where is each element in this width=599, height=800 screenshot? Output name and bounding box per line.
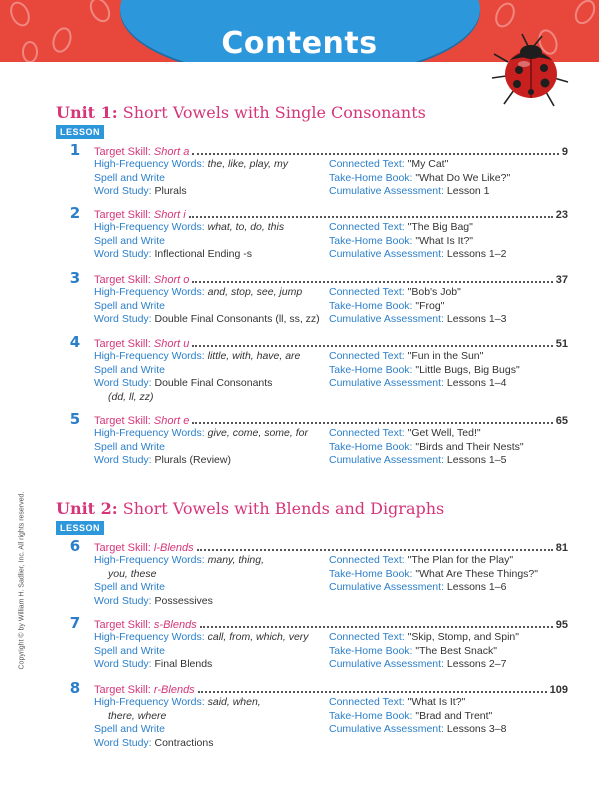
detail-line: [94, 696, 261, 710]
detail-line: [94, 300, 320, 314]
target-skill-focus: Short a: [153, 146, 190, 158]
lesson-details-right: [329, 286, 506, 327]
detail-value: many, thing,: [204, 554, 265, 566]
detail-line: [329, 350, 520, 364]
unit-heading: [56, 499, 444, 518]
detail-value: Plurals: [151, 185, 187, 198]
target-skill-focus: l-Blends: [153, 542, 194, 554]
lesson-details-right: [329, 350, 520, 391]
detail-line: [94, 723, 261, 737]
page-number: 9: [561, 146, 568, 158]
detail-value: Lessons 1–4: [443, 377, 507, 390]
detail-key: Spell and Write: [94, 440, 166, 453]
detail-key: High-Frequency Words:: [94, 350, 205, 362]
detail-line: [329, 300, 506, 314]
detail-value: "What Do We Like?": [412, 171, 511, 184]
unit-heading: [56, 103, 426, 122]
detail-value: "Little Bugs, Big Bugs": [412, 363, 520, 376]
page-number: 37: [555, 274, 568, 286]
detail-value: "The Plan for the Play": [404, 554, 514, 566]
lesson-details-left: [94, 696, 261, 750]
detail-key: Cumulative Assessment:: [329, 581, 444, 594]
detail-line: [94, 248, 284, 262]
detail-value: "My Cat": [404, 158, 449, 170]
detail-value: Lessons 1–3: [443, 313, 507, 326]
page-number: 51: [555, 338, 568, 350]
detail-line: [329, 313, 506, 327]
detail-key: Cumulative Assessment:: [329, 658, 444, 671]
detail-key: Take-Home Book:: [329, 234, 413, 247]
lesson-details-left: [94, 221, 284, 262]
lesson-tag: LESSON: [56, 521, 104, 535]
lesson-details-left: [94, 158, 288, 199]
detail-key: High-Frequency Words:: [94, 696, 205, 708]
detail-value: Lessons 2–7: [443, 658, 507, 671]
detail-value: "What Are These Things?": [412, 567, 539, 580]
detail-value: Lessons 1–2: [443, 248, 507, 261]
dot-leader: [192, 153, 558, 155]
target-skill-row[interactable]: [94, 617, 568, 631]
target-skill-row[interactable]: [94, 336, 568, 350]
detail-key: Connected Text:: [329, 221, 405, 233]
detail-line: [94, 377, 300, 391]
detail-line: [329, 710, 506, 724]
detail-key: High-Frequency Words:: [94, 554, 205, 566]
lesson-tag: LESSON: [56, 125, 104, 139]
detail-value: you, these: [108, 567, 157, 580]
lesson-details-right: [329, 554, 538, 595]
target-skill-label: Target Skill: Short a: [94, 146, 190, 158]
detail-key: Word Study:: [94, 454, 152, 467]
target-skill-focus: Short e: [153, 415, 190, 427]
lesson-details-right: [329, 221, 506, 262]
unit-label: Unit 1:: [56, 103, 118, 122]
detail-value: "The Big Bag": [404, 221, 473, 233]
detail-line: [94, 658, 309, 672]
target-skill-focus: Short i: [153, 209, 186, 221]
detail-value: Lessons 1–6: [443, 581, 507, 594]
detail-value: "What Is It?": [412, 234, 474, 247]
target-skill-focus: r-Blends: [153, 684, 195, 696]
target-skill-row[interactable]: [94, 682, 568, 696]
detail-line: [329, 377, 520, 391]
target-skill-focus: Short u: [153, 338, 190, 350]
detail-key: Take-Home Book:: [329, 171, 413, 184]
detail-key: Cumulative Assessment:: [329, 248, 444, 261]
detail-key: Spell and Write: [94, 723, 166, 736]
detail-line: [329, 696, 506, 710]
detail-line: [329, 286, 506, 300]
detail-line: [329, 568, 538, 582]
detail-key: Word Study:: [94, 736, 152, 749]
detail-value: Double Final Consonants: [151, 377, 273, 390]
detail-key: Take-Home Book:: [329, 644, 413, 657]
detail-line: [329, 172, 510, 186]
detail-key: High-Frequency Words:: [94, 427, 205, 439]
lesson-details-left: [94, 427, 308, 468]
target-skill-label: Target Skill: s-Blends: [94, 619, 197, 631]
detail-value: the, like, play, my: [204, 158, 288, 170]
detail-value: said, when,: [204, 696, 261, 708]
detail-line: [94, 454, 308, 468]
detail-line: [94, 581, 264, 595]
target-skill-label: Target Skill: l-Blends: [94, 542, 194, 554]
dot-leader: [192, 281, 552, 283]
detail-value: "Get Well, Ted!": [404, 427, 481, 439]
detail-key: Spell and Write: [94, 644, 166, 657]
detail-line: [94, 185, 288, 199]
detail-key: Take-Home Book:: [329, 363, 413, 376]
detail-value: Double Final Consonants (ll, ss, zz): [151, 313, 320, 326]
detail-key: Cumulative Assessment:: [329, 454, 444, 467]
detail-key: Word Study:: [94, 313, 152, 326]
detail-line: [329, 427, 524, 441]
detail-value: little, with, have, are: [204, 350, 301, 362]
detail-value: Lesson 1: [443, 185, 490, 198]
detail-line: [94, 391, 300, 405]
detail-line: [94, 441, 308, 455]
lesson-details-left: [94, 350, 300, 404]
page-number: 95: [555, 619, 568, 631]
detail-value: Plurals (Review): [151, 454, 231, 467]
detail-value: "Fun in the Sun": [404, 350, 484, 362]
detail-line: [329, 658, 519, 672]
page-title: Contents: [221, 26, 378, 61]
detail-value: Contractions: [151, 736, 214, 749]
detail-value: call, from, which, very: [204, 631, 309, 643]
detail-line: [94, 172, 288, 186]
target-skill-row[interactable]: [94, 272, 568, 286]
lesson-number: 7: [69, 614, 81, 632]
target-skill-label: Target Skill: Short u: [94, 338, 190, 350]
detail-key: Word Study:: [94, 377, 152, 390]
page-number: 23: [555, 209, 568, 221]
detail-key: High-Frequency Words:: [94, 631, 205, 643]
detail-key: Spell and Write: [94, 363, 166, 376]
detail-value: "The Best Snack": [412, 644, 497, 657]
detail-line: [94, 286, 320, 300]
page-number: 65: [555, 415, 568, 427]
lesson-details-left: [94, 286, 320, 327]
target-skill-label: Target Skill: r-Blends: [94, 684, 195, 696]
dot-leader: [192, 422, 552, 424]
target-skill-focus: Short o: [153, 274, 190, 286]
detail-key: Connected Text:: [329, 350, 405, 362]
lesson-number: 3: [69, 269, 81, 287]
detail-line: [329, 221, 506, 235]
page-number: 81: [555, 542, 568, 554]
detail-value: "What Is It?": [404, 696, 466, 708]
copyright-notice: Copyright © by William H. Sadlier, Inc. All rights reserved.: [18, 491, 26, 670]
detail-line: [94, 313, 320, 327]
lesson-details-right: [329, 427, 524, 468]
dot-leader: [200, 626, 553, 628]
detail-key: Cumulative Assessment:: [329, 723, 444, 736]
target-skill-label: Target Skill: Short e: [94, 415, 190, 427]
detail-value: give, come, some, for: [204, 427, 308, 439]
detail-value: Possessives: [151, 594, 213, 607]
detail-line: [94, 364, 300, 378]
detail-key: Take-Home Book:: [329, 299, 413, 312]
detail-line: [94, 554, 264, 568]
target-skill-label: Target Skill: Short o: [94, 274, 190, 286]
detail-line: [329, 645, 519, 659]
detail-key: Word Study:: [94, 248, 152, 261]
detail-line: [329, 185, 510, 199]
detail-value: and, stop, see, jump: [204, 286, 303, 298]
detail-key: High-Frequency Words:: [94, 286, 205, 298]
detail-line: [94, 427, 308, 441]
detail-key: Cumulative Assessment:: [329, 377, 444, 390]
dot-leader: [198, 691, 547, 693]
lesson-number: 8: [69, 679, 81, 697]
target-skill-row[interactable]: [94, 144, 568, 158]
detail-key: Take-Home Book:: [329, 440, 413, 453]
lesson-details-right: [329, 631, 519, 672]
detail-key: Connected Text:: [329, 427, 405, 439]
unit-name: Short Vowels with Single Consonants: [117, 103, 426, 122]
detail-line: [94, 710, 261, 724]
detail-line: [94, 221, 284, 235]
detail-value: "Skip, Stomp, and Spin": [404, 631, 519, 643]
detail-line: [329, 364, 520, 378]
detail-key: Spell and Write: [94, 234, 166, 247]
detail-value: "Brad and Trent": [412, 709, 493, 722]
detail-value: Lessons 1–5: [443, 454, 507, 467]
unit-name: Short Vowels with Blends and Digraphs: [117, 499, 445, 518]
detail-key: Word Study:: [94, 185, 152, 198]
detail-line: [329, 441, 524, 455]
lesson-number: 2: [69, 204, 81, 222]
detail-key: Spell and Write: [94, 581, 166, 594]
detail-key: Spell and Write: [94, 299, 166, 312]
unit-label: Unit 2:: [56, 499, 118, 518]
detail-key: Connected Text:: [329, 631, 405, 643]
detail-value: Inflectional Ending -s: [151, 248, 252, 261]
detail-value: there, where: [108, 709, 167, 722]
target-skill-focus: s-Blends: [153, 619, 197, 631]
target-skill-row[interactable]: [94, 540, 568, 554]
detail-key: High-Frequency Words:: [94, 221, 205, 233]
lesson-number: 1: [69, 141, 81, 159]
lesson-number: 4: [69, 333, 81, 351]
detail-value: Final Blends: [151, 658, 213, 671]
detail-key: Take-Home Book:: [329, 709, 413, 722]
detail-line: [94, 158, 288, 172]
detail-line: [329, 454, 524, 468]
lesson-details-right: [329, 696, 506, 737]
page-number: 109: [549, 684, 568, 696]
detail-value: "Bob's Job": [404, 286, 461, 298]
detail-line: [94, 350, 300, 364]
detail-line: [329, 581, 538, 595]
detail-line: [329, 158, 510, 172]
detail-line: [94, 235, 284, 249]
detail-value: "Frog": [412, 299, 445, 312]
detail-value: Lessons 3–8: [443, 723, 507, 736]
ladybug-icon: [488, 32, 570, 110]
detail-line: [94, 631, 309, 645]
detail-line: [329, 723, 506, 737]
target-skill-row[interactable]: [94, 207, 568, 221]
detail-key: Word Study:: [94, 594, 152, 607]
detail-key: Spell and Write: [94, 171, 166, 184]
target-skill-row[interactable]: [94, 413, 568, 427]
target-skill-label: Target Skill: Short i: [94, 209, 186, 221]
detail-key: Word Study:: [94, 658, 152, 671]
detail-key: Cumulative Assessment:: [329, 185, 444, 198]
lesson-details-right: [329, 158, 510, 199]
detail-line: [329, 248, 506, 262]
lesson-number: 5: [69, 410, 81, 428]
dot-leader: [197, 549, 553, 551]
detail-key: Take-Home Book:: [329, 567, 413, 580]
detail-key: Connected Text:: [329, 158, 405, 170]
dot-leader: [189, 216, 553, 218]
detail-line: [94, 595, 264, 609]
lesson-details-left: [94, 554, 264, 608]
detail-key: Connected Text:: [329, 286, 405, 298]
detail-line: [329, 631, 519, 645]
detail-key: High-Frequency Words:: [94, 158, 205, 170]
detail-line: [329, 554, 538, 568]
detail-value: "Birds and Their Nests": [412, 440, 524, 453]
detail-key: Connected Text:: [329, 554, 405, 566]
lesson-details-left: [94, 631, 309, 672]
detail-value: (dd, ll, zz): [108, 390, 154, 403]
detail-line: [94, 645, 309, 659]
detail-line: [94, 737, 261, 751]
detail-key: Connected Text:: [329, 696, 405, 708]
detail-line: [329, 235, 506, 249]
detail-line: [94, 568, 264, 582]
detail-value: what, to, do, this: [204, 221, 285, 233]
detail-key: Cumulative Assessment:: [329, 313, 444, 326]
lesson-number: 6: [69, 537, 81, 555]
dot-leader: [192, 345, 552, 347]
